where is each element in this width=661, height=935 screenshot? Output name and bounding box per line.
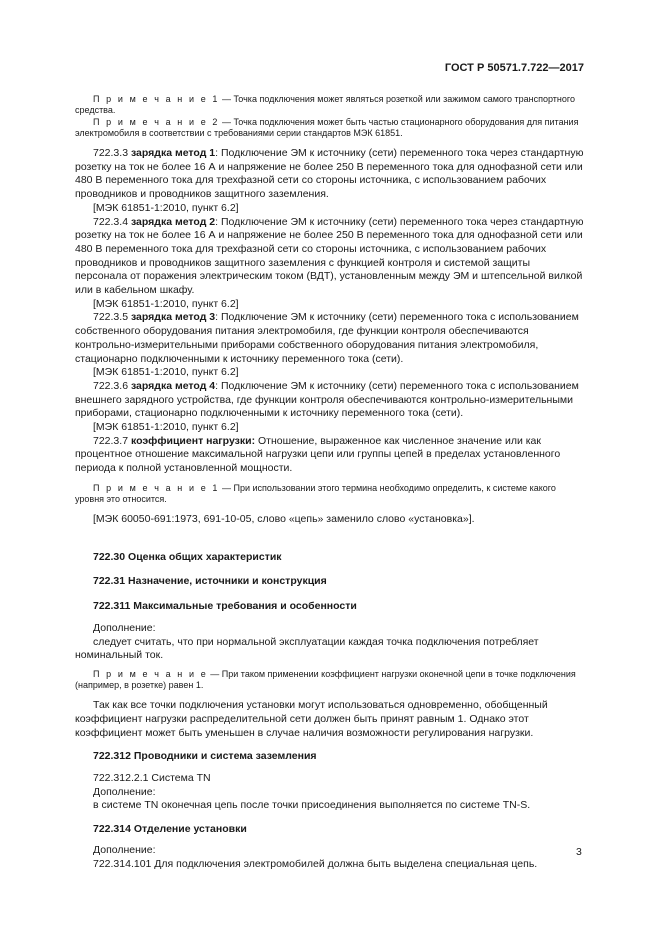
note-1 (75, 94, 584, 116)
page-number: 3 (576, 846, 582, 858)
definition-722-3-7 (75, 435, 584, 476)
reference: [МЭК 61851-1:2010, пункт 6.2] (93, 297, 239, 310)
clause-number: 722.3.5 (93, 311, 131, 324)
heading-722-31: 722.31 Назначение, источники и конструкция (93, 575, 327, 588)
note-text: — Точка подключения может являться розеткой или зажимом самого транспортного средства. (75, 94, 575, 115)
definition-text: : Подключение ЭМ к источнику (сети) переменного тока через стандартную розетку на ток не более 16 А и напряжение не более 250 В переменного тока для однофазной сети или 480 В переменного тока для трехфазной сети со стороны источника, с использованием рабочих проводников и проводников защитного заземления с функцией контроля и системой защиты персонала от поражения электрическим током (ВДТ), установленным между ЭМ и штепсельной вилкой или в кабельном шкафу. (75, 215, 584, 297)
term: зарядка метод 2 (130, 215, 216, 228)
addition-label: Дополнение: (93, 844, 156, 857)
definition-722-3-5 (75, 311, 584, 366)
definition-text: : Подключение ЭМ к источнику (сети) переменного тока через стандартную розетку на ток не более 16 А и напряжение не более 250 В переменного тока для однофазной сети или 480 В переменного тока для трехфазной сети со стороны источника, с использованием рабочих проводников и проводников защитного заземления. (75, 147, 584, 201)
paragraph-tn-s: в системе TN оконечная цепь после точки присоединения выполняется по системе TN-S. (93, 799, 531, 812)
note-label: П р и м е ч а н и е 2 (93, 117, 220, 127)
page-body (75, 94, 584, 872)
definition-text: Отношение, выраженное как численное значение или как процентное отношение максимальной нагрузки цепи или группы цепей в пределах установленного периода к полной установленной мощности. (75, 434, 561, 475)
paragraph-simultaneous-use: Так как все точки подключения установки могут использоваться одновременно, обобщенный коэффициент нагрузки распределительной сети должен быть принят равным 1. Однако этот коэффициент может быть уменьшен в случае наличия возможности регулирования нагрузки. (75, 699, 548, 739)
addition-label: Дополнение: (93, 622, 156, 635)
heading-722-312: 722.312 Проводники и система заземления (93, 750, 317, 763)
heading-722-30: 722.30 Оценка общих характеристик (93, 550, 282, 563)
document-header: ГОСТ Р 50571.7.722—2017 (444, 62, 584, 74)
paragraph-dedicated-circuit: 722.314.101 Для подключения электромобилей должна быть выделена специальная цепь. (93, 858, 538, 871)
term: зарядка метод 4 (130, 379, 216, 392)
reference: [МЭК 61851-1:2010, пункт 6.2] (93, 201, 239, 214)
addition-label: Дополнение: (93, 785, 156, 798)
note-load-factor (75, 483, 584, 505)
reference-iec-60050: [МЭК 60050-691:1973, 691-10-05, слово «цепь» заменило слово «установка»]. (93, 512, 475, 525)
note-2 (75, 117, 584, 139)
definition-722-3-3 (75, 147, 584, 202)
clause-number: 722.3.6 (93, 379, 131, 392)
note-label: П р и м е ч а н и е (93, 669, 208, 680)
note-label: П р и м е ч а н и е 1 (93, 482, 220, 493)
note-text: — Точка подключения может быть частью стационарного оборудования для питания электромобиля в соответствии с требованиями серии стандартов МЭК 61851. (75, 117, 579, 138)
heading-722-311: 722.311 Максимальные требования и особенности (93, 599, 357, 612)
definition-text: : Подключение ЭМ к источнику (сети) переменного тока с использованием собственного оборудования питания электромобиля, где функции контроля обеспечиваются контрольно-измерительными приборами собственного оборудования питания электромобиля, стационарно подключенными к источнику переменного тока (сети). (75, 311, 579, 365)
definition-text: : Подключение ЭМ к источнику (сети) переменного тока с использованием внешнего зарядного устройства, где функции контроля обеспечиваются контрольно-измерительными приборами, стационарно подключенными к источнику переменного тока (сети). (75, 379, 579, 420)
reference: [МЭК 61851-1:2010, пункт 6.2] (93, 366, 239, 379)
clause-number: 722.3.7 (93, 434, 131, 447)
heading-722-314: 722.314 Отделение установки (93, 822, 247, 835)
note-label: П р и м е ч а н и е 1 (93, 94, 220, 104)
definition-722-3-6 (75, 380, 584, 421)
paragraph-nominal-current: следует считать, что при нормальной эксплуатации каждая точка подключения потребляет номинальный ток. (75, 635, 539, 662)
reference: [МЭК 61851-1:2010, пункт 6.2] (93, 421, 239, 434)
note-text: — При таком применении коэффициент нагрузки оконечной цепи в точке подключения (например, в розетке) равен 1. (75, 669, 576, 691)
note-load-factor-outlet (75, 669, 584, 691)
term: зарядка метод 3 (130, 311, 216, 324)
clause-tn-system: 722.312.2.1 Система TN (93, 771, 211, 784)
definition-722-3-4 (75, 216, 584, 298)
term: коэффициент нагрузки: (130, 434, 256, 447)
clause-number: 722.3.3 (93, 147, 131, 159)
term: зарядка метод 1 (130, 147, 216, 159)
clause-number: 722.3.4 (93, 215, 131, 228)
note-text: — При использовании этого термина необходимо определить, к системе какого уровня это относится. (75, 482, 556, 504)
